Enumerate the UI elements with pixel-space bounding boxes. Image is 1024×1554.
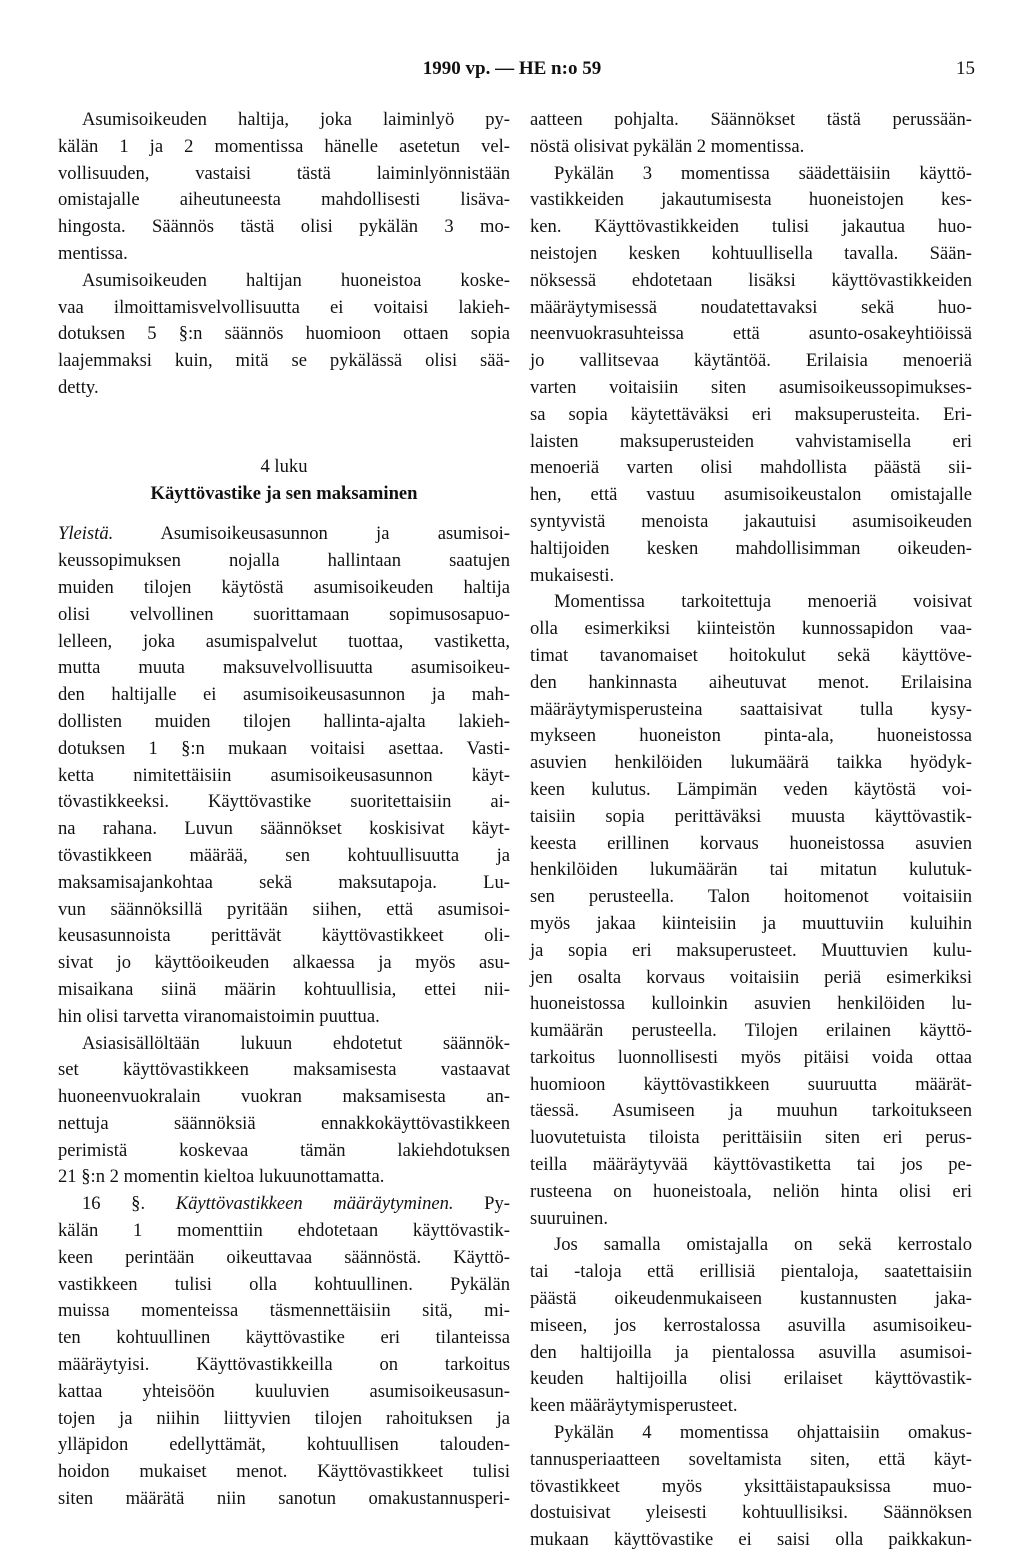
text-line: luovutetuista tiloista perittäisiin siten eri perus- xyxy=(530,1127,972,1149)
text-line: Momentissa tarkoitettuja menoeriä voisivat xyxy=(554,591,972,613)
text-line: keesta erillinen korvaus huoneistossa asuvien xyxy=(530,832,972,854)
text-line: vun säännöksillä pyritään siihen, että asumisoi- xyxy=(58,898,510,920)
text-line: dollisten muiden tilojen hallinta-ajalta lakieh- xyxy=(58,710,510,732)
text-line: siten määrätä niin sanotun omakustannusperi- xyxy=(58,1488,510,1510)
text-line: mykseen huoneiston pinta-ala, huoneistossa xyxy=(530,725,972,747)
paragraph xyxy=(58,268,510,402)
text-line: sivat jo käyttöoikeuden alkaessa ja myös asu- xyxy=(58,952,510,974)
running-head-title: 1990 vp. — HE n:o 59 xyxy=(422,58,602,79)
text-line: tövastikkeet myös yksittäistapauksissa muo- xyxy=(530,1475,972,1497)
text-line: omistajalle aiheutuneesta mahdollisesti lisäva- xyxy=(58,189,510,211)
paragraph xyxy=(530,161,972,590)
running-head xyxy=(0,58,1024,88)
text-line: huoneistossa kulloinkin asuvien henkilöiden lu- xyxy=(530,993,972,1015)
left-column xyxy=(58,107,510,1513)
text-line: tarkoitus luonnollisesti myös pitäisi voida ottaa xyxy=(530,1046,972,1068)
text-line: ken. Käyttövastikkeiden tulisi jakautua huo- xyxy=(530,216,972,238)
text-line: täessä. Asumiseen ja muuhun tarkoitukseen xyxy=(530,1100,972,1122)
text-line: laisten maksuperusteiden vahvistamisella eri xyxy=(530,430,972,452)
text-line: teilla määräytyvää käyttövastiketta tai jos pe- xyxy=(530,1154,972,1176)
spacer xyxy=(58,428,510,454)
text-line: ylläpidon edellyttämät, kohtuullisen talouden- xyxy=(58,1434,510,1456)
paragraph-body xyxy=(58,1218,510,1513)
text-line: 21 §:n 2 momentin kieltoa lukuunottamatta. xyxy=(58,1166,385,1188)
chapter-number: 4 luku xyxy=(260,455,308,477)
paragraph xyxy=(530,107,972,161)
section-title: Käyttövastikkeen määräytyminen. xyxy=(175,1193,454,1215)
text-line: ja sopia eri maksuperusteet. Muuttuvien kulu- xyxy=(530,939,972,961)
paragraph-body xyxy=(58,548,510,1030)
text-line: määräytymisperusteina saattaisivat tulla kysy- xyxy=(530,698,972,720)
text-line: den haltijoilla ja pientalossa asuvilla asumisoi- xyxy=(530,1341,972,1363)
text-line: timat tavanomaiset hoitokulut sekä käyttöve- xyxy=(530,644,972,666)
text-line: sen perusteella. Talon hoitomenot voitaisiin xyxy=(530,886,972,908)
text-line: jo vallitsevaa käytäntöä. Erilaisia menoeriä xyxy=(530,350,972,372)
text-line: neistojen kesken kohtuullisella tavalla. Sään- xyxy=(530,242,972,264)
section-number: 16 §. xyxy=(82,1193,146,1215)
text-line: keusasunnoista perittävät käyttövastikkeet oli- xyxy=(58,925,510,947)
text-line: menoeriä varten olisi mahdollista päästä sii- xyxy=(530,457,972,479)
text-line: kälän 1 ja 2 momentissa hänelle asetetun vel- xyxy=(58,135,510,157)
text-line: keussopimuksen nojalla hallintaan saatujen xyxy=(58,550,510,572)
text-line: olla esimerkiksi kiinteistön kunnossapidon vaa- xyxy=(530,618,972,640)
text-line: Asumisoikeuden haltija, joka laiminlyö py- xyxy=(82,109,510,130)
text-line: tojen ja niihin liittyvien tilojen rahoituksen ja xyxy=(58,1407,510,1429)
text-line: mukaan käyttövastike ei saisi olla paikkakun- xyxy=(530,1529,972,1551)
text-line: hoidon mukaiset menot. Käyttövastikkeet tulisi xyxy=(58,1461,510,1483)
text-line: vollisuuden, vastaisi tästä laiminlyönnistään xyxy=(58,162,510,184)
text-line: suuruinen. xyxy=(530,1207,608,1229)
text-line: laajemmaksi kuin, mitä se pykälässä olisi sää- xyxy=(58,350,510,372)
section-lead: Yleistä. xyxy=(58,523,114,545)
text-line: mutta muuta maksuvelvollisuutta asumisoikeu- xyxy=(58,657,510,679)
text-line: den hankinnasta aiheutuvat menot. Erilaisina xyxy=(530,671,972,693)
text-line: Pykälän 3 momentissa säädettäisiin käyttö- xyxy=(554,162,972,184)
paragraph-first-line xyxy=(58,1191,510,1218)
text-line: nöstä olisivat pykälän 2 momentissa. xyxy=(530,135,805,157)
text-line: set käyttövastikkeen maksamisesta vastaavat xyxy=(58,1059,510,1081)
text-line: huoneenvuokralain vuokran maksamisesta an- xyxy=(58,1086,510,1108)
paragraph xyxy=(58,1191,510,1513)
text-line: keen kulutus. Lämpimän veden käytöstä voi- xyxy=(530,778,972,800)
paragraph xyxy=(530,1420,972,1554)
text-line: määräytymisessä noudatettavaksi sekä huo- xyxy=(530,296,972,318)
text-line: tannusperiaatteen soveltamista siten, että käyt- xyxy=(530,1448,972,1470)
text-line: huomioon käyttövastikkeen suuruutta määrät- xyxy=(530,1073,972,1095)
text-line: asuvien henkilöiden lukumäärä taikka hyödyk- xyxy=(530,752,972,774)
text-line: varten voitaisiin siten asumisoikeussopimukses- xyxy=(530,376,972,398)
text-line: na rahana. Luvun säännökset koskisivat käyt- xyxy=(58,818,510,840)
text-line: olisi velvollinen suorittamaan sopimusosapuo- xyxy=(58,603,510,625)
text-line: dotuksen 5 §:n säännös huomioon ottaen sopia xyxy=(58,323,510,345)
text-line: hingosta. Säännös tästä olisi pykälän 3 mo- xyxy=(58,216,510,238)
text-line: Pykälän 4 momentissa ohjattaisiin omakus- xyxy=(554,1422,972,1444)
text-line: aatteen pohjalta. Säännökset tästä perussään- xyxy=(530,109,972,130)
text-line: nöksessä ehdotetaan lisäksi käyttövastikkeiden xyxy=(530,269,972,291)
text-line: miseen, jos kerrostalossa asuvilla asumisoikeu- xyxy=(530,1314,972,1336)
text-line: määräytyisi. Käyttövastikkeilla on tarkoitus xyxy=(58,1354,510,1376)
spacer xyxy=(58,402,510,428)
text-line: Jos samalla omistajalla on sekä kerrostalo xyxy=(554,1234,972,1256)
text-line: Asumisoikeuden haltijan huoneistoa koske- xyxy=(82,269,510,291)
paragraph xyxy=(58,521,510,1030)
text-line: muissa momenteissa täsmennettäisiin sitä, mi- xyxy=(58,1300,510,1322)
paragraph xyxy=(530,1232,972,1420)
right-column xyxy=(530,107,972,1554)
text-line: keen perintään oikeuttavaa säännöstä. Käyttö- xyxy=(58,1246,510,1268)
text-line: keuden haltijoilla olisi erilaiset käyttövastik- xyxy=(530,1368,972,1390)
page-number: 15 xyxy=(956,58,975,79)
text-line: vastikkeen tulisi olla kohtuullinen. Pykälän xyxy=(58,1273,510,1295)
paragraph xyxy=(58,1031,510,1192)
text-line: dostuisivat yleisesti kohtuullisiksi. Säännöksen xyxy=(530,1502,972,1524)
text-line: misaikana siinä määrin kohtuullisia, ettei nii- xyxy=(58,978,510,1000)
text-line: henkilöiden lukumäärän tai mitatun kulutuk- xyxy=(530,859,972,881)
text-line: haltijoiden kesken mahdollisimman oikeuden- xyxy=(530,537,972,559)
text-line: jen osalta korvaus voitaisiin periä esimerkiksi xyxy=(530,966,972,988)
text-line: kumäärän perusteella. Tilojen erilainen käyttö- xyxy=(530,1020,972,1042)
text-line: kälän 1 momenttiin ehdotetaan käyttövastik- xyxy=(58,1220,510,1242)
spacer xyxy=(58,507,510,521)
text-line: dotuksen 1 §:n mukaan voitaisi asettaa. Vasti- xyxy=(58,737,510,759)
paragraph xyxy=(58,107,510,268)
text-line: nettuja säännöksiä ennakkokäyttövastikkeen xyxy=(58,1112,510,1134)
text-line: den haltijalle ei asumisoikeusasunnon ja mah- xyxy=(58,684,510,706)
line-text: Asumisoikeusasunnon ja asumisoi- xyxy=(160,523,510,545)
paragraph xyxy=(530,589,972,1232)
text-line: hen, että vastuu asumisoikeustalon omistajalle xyxy=(530,484,972,506)
text-line: taisiin sopia perittäväksi muusta käyttövastik- xyxy=(530,805,972,827)
text-line: Asiasisällöltään lukuun ehdotetut säännök- xyxy=(82,1032,510,1054)
text-line: vaa ilmoittamisvelvollisuutta ei voitaisi lakieh- xyxy=(58,296,510,318)
text-line: ten kohtuullinen käyttövastike eri tilanteissa xyxy=(58,1327,510,1349)
text-line: maksamisajankohtaa sekä maksutapoja. Lu- xyxy=(58,871,510,893)
text-line: syntyvistä menoista jakautuisi asumisoikeuden xyxy=(530,510,972,532)
text-line: kattaa yhteisöön kuuluvien asumisoikeusasun- xyxy=(58,1380,510,1402)
text-line: tai -taloja että erillisiä pientaloja, saatettaisiin xyxy=(530,1261,972,1283)
chapter-title: Käyttövastike ja sen maksaminen xyxy=(150,482,418,504)
text-line: perimistä koskevaa tämän lakiehdotuksen xyxy=(58,1139,510,1161)
text-line: detty. xyxy=(58,376,99,398)
text-line: vastikkeiden jakautumisesta huoneistojen kes- xyxy=(530,189,972,211)
text-line: ketta nimitettäisiin asumisoikeusasunnon käyt- xyxy=(58,764,510,786)
line-text: Py- xyxy=(484,1193,510,1215)
text-line: keen määräytymisperusteet. xyxy=(530,1395,738,1417)
paragraph-first-line xyxy=(58,521,510,548)
text-line: hin olisi tarvetta viranomaistoimin puuttua. xyxy=(58,1005,380,1027)
text-line: rusteena on huoneistoala, neliön hinta olisi eri xyxy=(530,1180,972,1202)
text-line: lelleen, joka asumispalvelut tuottaa, vastiketta, xyxy=(58,630,510,652)
text-line: myös jakaa kiinteisiin ja muuttuviin kuluihin xyxy=(530,912,972,934)
text-line: tövastikkeen määrää, sen kohtuullisuutta ja xyxy=(58,844,510,866)
text-line: mentissa. xyxy=(58,242,128,264)
text-line: neenvuokrasuhteissa että asunto-osakeyhtiöissä xyxy=(530,323,972,345)
text-line: muiden tilojen käytöstä asumisoikeuden haltija xyxy=(58,576,510,598)
text-line: päästä oikeudenmukaiseen kustannusten jaka- xyxy=(530,1288,972,1310)
text-line: tövastikkeeksi. Käyttövastike suoritettaisiin ai- xyxy=(58,791,510,813)
text-line: sa sopia käytettäväksi eri maksuperusteita. Eri- xyxy=(530,403,972,425)
text-line: mukaisesti. xyxy=(530,564,615,586)
